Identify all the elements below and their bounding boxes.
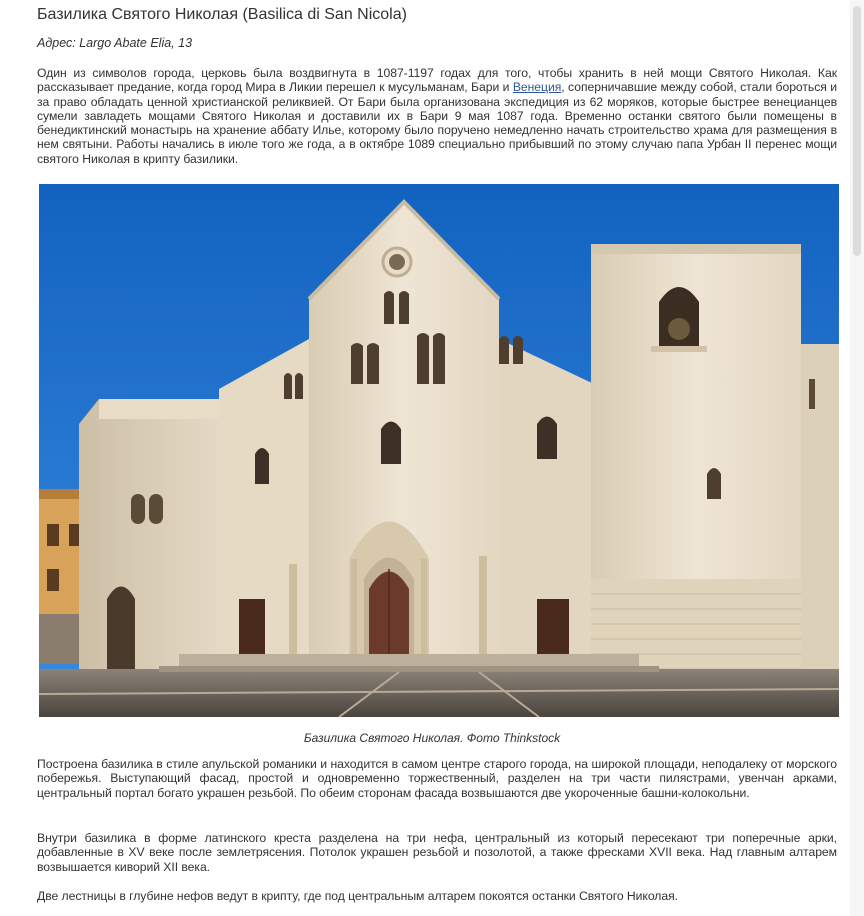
interior-paragraph: Внутри базилика в форме латинского креста разделена на три нефа, центральный из который пересекают три поперечные арки, добавленные в XV веке после землетрясения. Потолок украшен резьбой и позолотой, а также фресками XVII века. Над главным алтарем возвышается киворий XII века. [37, 831, 837, 874]
page-title: Базилика Святого Николая (Basilica di San Nicola) [37, 6, 407, 23]
intro-text-after: , соперничавшие между собой, стали бороться и за право обладать ценной христианской реликвией. От Бари была организована экспедиция из 62 моряков, которые быстрее венецианцев сумели завладеть мощами Святого Николая и доставили их в Бари 9 мая 1087 года. Временно останки святого были помещены в бенедиктинский монастырь на хранение аббату Илье, которому было поручено немедленно начать строительство храма для размещения в нем святыни. Работы начались в июле того же года, а в октябре 1089 специально прибывший по этому случаю папа Урбан II перенес мощи святого Николая в крипту базилики. [37, 80, 837, 166]
scrollbar[interactable] [850, 0, 864, 916]
intro-paragraph [37, 66, 837, 166]
basilica-photo [39, 184, 839, 717]
crypt-paragraph: Две лестницы в глубине нефов ведут в крипту, где под центральным алтарем покоятся останки Святого Николая. [37, 889, 678, 903]
scrollbar-thumb[interactable] [853, 6, 861, 256]
intro-text-before: Один из символов города, церковь была воздвигнута в 1087-1197 годах для того, чтобы хранить в ней мощи Святого Николая. Как рассказывает предание, когда город Мира в Ликии перешел к мусульманам, Бари и [37, 66, 837, 95]
photo-caption: Базилика Святого Николая. Фото Thinkstock [303, 731, 561, 745]
venice-link[interactable]: Венеция [512, 80, 562, 95]
architecture-paragraph: Построена базилика в стиле апульской романики и находится в самом центре старого города, на широкой площади, неподалеку от морского побережья. Выступающий фасад, простой и одновременно торжественный, разделен на три части пилястрами, увенчан арками, центральный портал богато украшен резьбой. По обеим сторонам фасада возвышаются две укороченные башни-колокольни. [37, 757, 837, 800]
address: Адрес: Largo Abate Elia, 13 [37, 36, 193, 50]
